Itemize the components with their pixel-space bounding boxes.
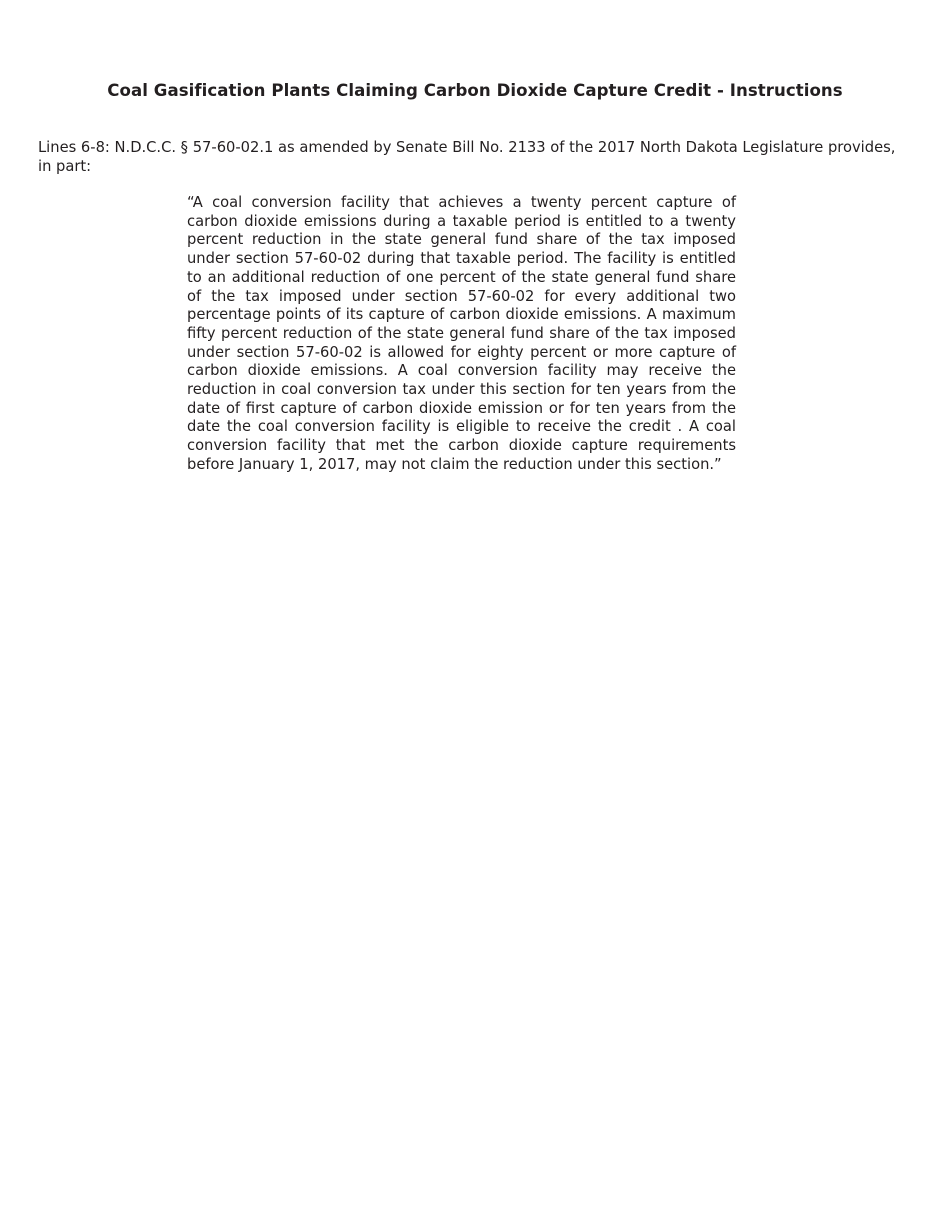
document-title: Coal Gasification Plants Claiming Carbon Dioxide Capture Credit - Instructions [107, 81, 843, 100]
intro-paragraph: Lines 6-8: N.D.C.C. § 57-60-02.1 as amended by Senate Bill No. 2133 of the 2017 North Dakota Legislature provides, in part: [38, 139, 896, 175]
statute-quote: “A coal conversion facility that achieves a twenty percent capture of carbon dioxide emissions during a taxable period is entitled to a twenty percent reduction in the state general fund share of the tax imposed under section 57-60-02 during that taxable period. The facility is entitled to an additional reduction of one percent of the state general fund share of the tax imposed under section 57-60-02 for every additional two percentage points of its capture of carbon dioxide emissions. A maximum fifty percent reduction of the state general fund share of the tax imposed under section 57-60-02 is allowed for eighty percent or more capture of carbon dioxide emissions. A coal conversion facility may receive the reduction in coal conversion tax under this section for ten years from the date of first capture of carbon dioxide emission or for ten years from the date the coal conversion facility is eligible to receive the credit . A coal conversion facility that met the carbon dioxide capture requirements before January 1, 2017, may not claim the reduction under this section.” [187, 194, 736, 473]
